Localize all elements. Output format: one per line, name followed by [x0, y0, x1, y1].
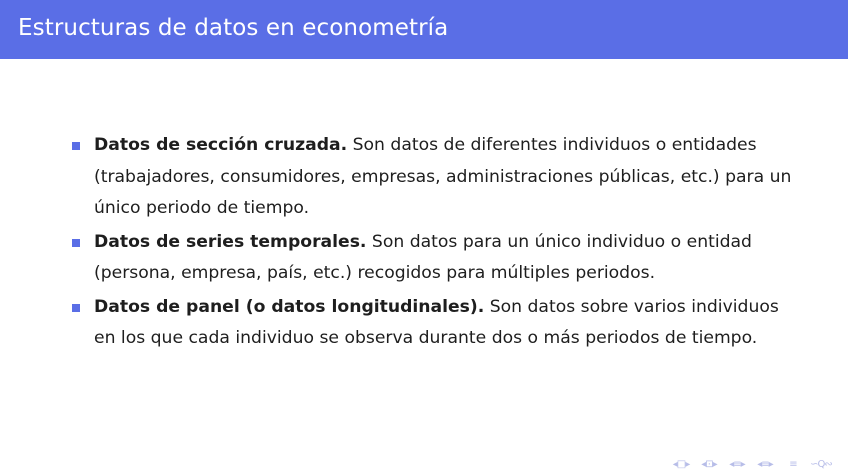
search-icon[interactable]: ∽Q∾ [810, 459, 832, 470]
bullet-text: Son datos sobre varios individuos en los que cada individuo se observa durante dos o más periodos de tiempo. [94, 296, 779, 348]
bullet-text: Son datos para un único individuo o entidad (persona, empresa, país, etc.) recogidos para múltiples periodos. [94, 231, 752, 283]
section-prev-icon[interactable]: ◂≡▸ [729, 459, 745, 470]
slide-header [0, 0, 848, 59]
frame-prev-icon[interactable]: ◂□▸ [672, 459, 690, 470]
square-bullet-icon [72, 239, 80, 247]
subsection-nav-icon[interactable]: ◂⊡▸ [701, 459, 717, 470]
align-icon[interactable]: ≡ [789, 459, 797, 470]
bullet-term: Datos de sección cruzada. [94, 135, 348, 155]
square-bullet-icon [72, 142, 80, 150]
bullet-list [72, 130, 802, 357]
bullet-term: Datos de panel (o datos longitudinales). [94, 296, 485, 317]
beamer-navigation-bar [670, 459, 832, 470]
square-bullet-icon [72, 304, 80, 312]
bullet-item-series-temporales [72, 227, 802, 290]
bullet-term: Datos de series temporales. [94, 231, 367, 252]
bullet-item-datos-panel [72, 292, 802, 355]
bullet-text: Son datos de diferentes individuos o entidades (trabajadores, consumidores, empresas, administraciones públicas, etc.) para un único periodo de tiempo. [94, 135, 792, 218]
bullet-item-seccion-cruzada [72, 130, 802, 225]
section-next-icon[interactable]: ◂≡▸ [757, 459, 773, 470]
slide-title: Estructuras de datos en econometría [18, 15, 449, 41]
